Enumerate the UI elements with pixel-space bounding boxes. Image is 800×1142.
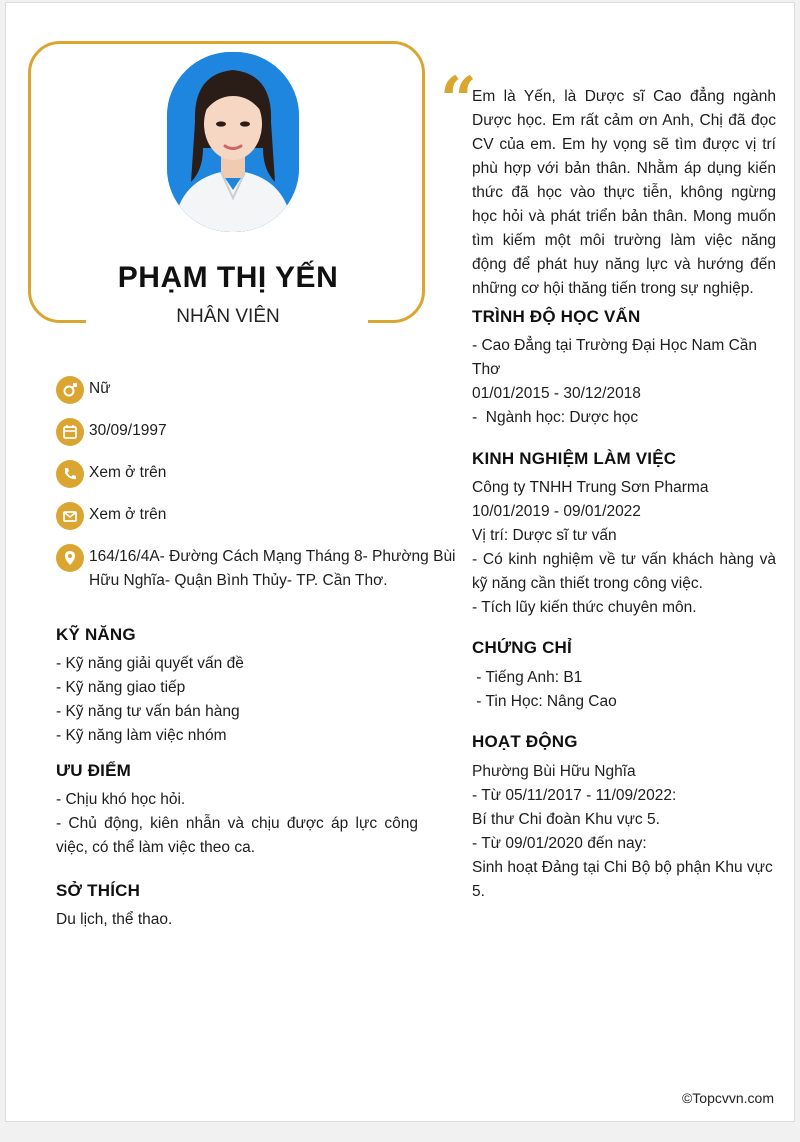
skills-heading: KỸ NĂNG <box>56 625 136 644</box>
list-item: - Kỹ năng làm việc nhóm <box>56 727 227 744</box>
list-item: - Tích lũy kiến thức chuyên môn. <box>472 599 697 616</box>
copyright-footer: ©Topcvvn.com <box>681 1090 774 1106</box>
experience-period: 10/01/2019 - 09/01/2022 <box>472 503 641 520</box>
calendar-icon <box>56 418 84 446</box>
contact-phone <box>56 461 466 488</box>
skills-list <box>56 652 426 748</box>
education-heading: TRÌNH ĐỘ HỌC VẤN <box>472 307 641 326</box>
experience-heading: KINH NGHIỆM LÀM VIỆC <box>472 449 677 468</box>
strengths-heading: ƯU ĐIỂM <box>56 761 132 780</box>
education-major: - Ngành học: Dược học <box>472 409 639 426</box>
list-item: - Chịu khó học hỏi. <box>56 791 186 808</box>
list-item: - Chủ động, kiên nhẫn và chịu được áp lực công việc, có thể làm việc theo ca. <box>56 815 418 856</box>
phone-text: Xem ở trên <box>89 464 167 481</box>
portrait-illustration <box>167 52 299 232</box>
education-details <box>472 334 776 430</box>
activity-line: Sinh hoạt Đảng tại Chi Bộ bộ phận Khu vực 5. <box>472 859 773 900</box>
gender-icon <box>56 376 84 404</box>
profile-photo <box>167 52 299 232</box>
list-item: - Kỹ năng giải quyết vấn đề <box>56 655 244 672</box>
candidate-name: PHẠM THỊ YẾN <box>117 261 339 294</box>
hobbies-text: Du lịch, thể thao. <box>56 911 173 928</box>
activities-heading: HOẠT ĐỘNG <box>472 732 578 751</box>
location-pin-icon <box>56 544 84 572</box>
contact-email <box>56 503 466 530</box>
activity-line: - Từ 05/11/2017 - 11/09/2022: <box>472 787 677 804</box>
quote-icon: “ <box>440 63 477 138</box>
activity-line: Phường Bùi Hữu Nghĩa <box>472 763 636 780</box>
certificates-heading: CHỨNG CHỈ <box>472 638 572 657</box>
gender-text: Nữ <box>89 380 111 397</box>
contact-birthday <box>56 419 466 446</box>
education-school: - Cao Đẳng tại Trường Đại Học Nam Cần Thơ <box>472 337 758 378</box>
list-item: - Có kinh nghiệm về tư vấn khách hàng và kỹ năng cần thiết trong công việc. <box>472 551 776 592</box>
education-period: 01/01/2015 - 30/12/2018 <box>472 385 641 402</box>
list-item: - Tin Học: Nâng Cao <box>472 693 617 710</box>
address-text: 164/16/4A- Đường Cách Mạng Tháng 8- Phường Bùi Hữu Nghĩa- Quận Bình Thủy- TP. Cần Thơ. <box>89 548 456 589</box>
experience-company: Công ty TNHH Trung Sơn Pharma <box>472 479 709 496</box>
mail-icon <box>56 502 84 530</box>
birthday-text: 30/09/1997 <box>89 422 167 439</box>
contact-gender <box>56 377 466 404</box>
cv-page <box>5 2 795 1122</box>
list-item: - Kỹ năng tư vấn bán hàng <box>56 703 240 720</box>
email-text: Xem ở trên <box>89 506 167 523</box>
strengths-list <box>56 788 418 860</box>
phone-icon <box>56 460 84 488</box>
contact-address <box>56 545 466 593</box>
objective-text: Em là Yến, là Dược sĩ Cao đẳng ngành Dược học. Em rất cảm ơn Anh, Chị đã đọc CV của em. Em hy vọng sẽ tìm được vị trí phù hợp với bản thân. Nhằm áp dụng kiến thức đã học vào thực tiễn, không ngừng học hỏi và phát triển bản thân. Mong muốn tìm kiếm một môi trường làm việc năng động để phát huy năng lực và hướng đến những cơ hội thăng tiến trong sự nghiệp. <box>472 88 776 297</box>
activities-list <box>472 760 776 904</box>
candidate-role: NHÂN VIÊN <box>176 306 280 327</box>
list-item: - Kỹ năng giao tiếp <box>56 679 186 696</box>
certificates-list <box>472 666 776 714</box>
experience-position: Vị trí: Dược sĩ tư vấn <box>472 527 617 544</box>
activity-line: - Từ 09/01/2020 đến nay: <box>472 835 647 852</box>
experience-details <box>472 476 776 620</box>
hobbies-heading: SỞ THÍCH <box>56 881 141 900</box>
list-item: - Tiếng Anh: B1 <box>472 669 583 686</box>
activity-line: Bí thư Chi đoàn Khu vực 5. <box>472 811 660 828</box>
